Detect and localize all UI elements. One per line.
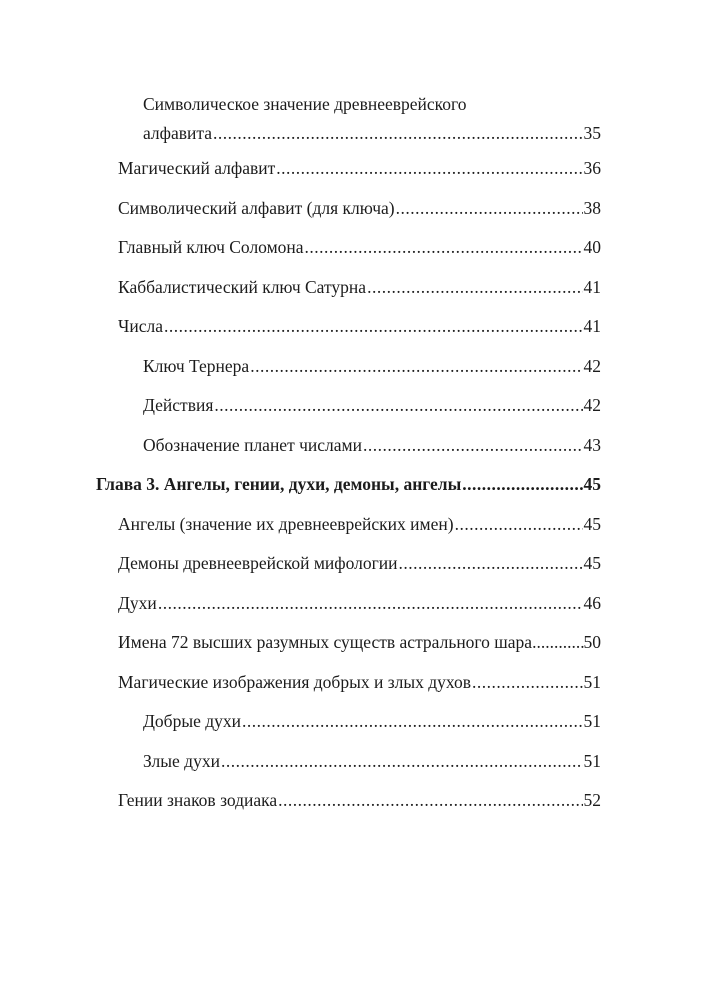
dot-leader (242, 710, 582, 732)
toc-page-number: 45 (583, 474, 601, 494)
toc-entry-solomon-key[interactable] (118, 236, 601, 258)
toc-page-number: 43 (583, 435, 601, 455)
toc-page-number: 42 (583, 395, 601, 415)
toc-entry-title: Гении знаков зодиака (118, 790, 278, 810)
toc-entry-good-spirits[interactable] (143, 710, 601, 732)
toc-entry-symbolic-alphabet[interactable] (118, 197, 601, 219)
dot-leader (305, 236, 583, 258)
dot-leader (214, 394, 582, 416)
toc-page-number: 51 (583, 751, 601, 771)
toc-entry-title: Злые духи (143, 751, 220, 771)
toc-entry-planet-numbers[interactable] (143, 434, 601, 456)
dot-leader (250, 355, 582, 377)
toc-entry-title: Демоны древнееврейской мифологии (118, 553, 398, 573)
toc-page-number: 52 (583, 790, 601, 810)
toc-entry-title: Имена 72 высших разумных существ астрального шара (118, 632, 533, 652)
dot-leader (532, 631, 583, 653)
toc-page-number: 40 (583, 237, 601, 257)
toc-entry-title: Действия (143, 395, 214, 415)
toc-chapter-3[interactable] (96, 473, 601, 495)
toc-page-number: 51 (583, 672, 601, 692)
toc-entry-title: Каббалистический ключ Сатурна (118, 277, 367, 297)
dot-leader (164, 315, 582, 337)
toc-page-number: 41 (583, 316, 601, 336)
dot-leader (363, 434, 583, 456)
toc-entry-magic-alphabet[interactable] (118, 157, 601, 179)
dot-leader (367, 276, 582, 298)
toc-page-number: 50 (583, 632, 601, 652)
toc-entry-evil-spirits[interactable] (143, 750, 601, 772)
toc-entry-title: Ключ Тернера (143, 356, 250, 376)
toc-entry-saturn-key[interactable] (118, 276, 601, 298)
toc-entry-title: Магические изображения добрых и злых духов (118, 672, 471, 692)
toc-entry-title: Числа (118, 316, 164, 336)
toc-page-number: 46 (583, 593, 601, 613)
toc-page-number: 36 (583, 158, 601, 178)
toc-entry-actions[interactable] (143, 394, 601, 416)
toc-page-number: 45 (583, 553, 601, 573)
toc-entry-title: Ангелы (значение их древнееврейских имен) (118, 514, 454, 534)
dot-leader (278, 789, 582, 811)
toc-entry-demons[interactable] (118, 552, 601, 574)
toc-entry-numbers[interactable] (118, 315, 601, 337)
toc-page-number: 51 (583, 711, 601, 731)
toc-entry-turner-key[interactable] (143, 355, 601, 377)
toc-page-number: 41 (583, 277, 601, 297)
dot-leader (158, 592, 583, 614)
dot-leader (221, 750, 583, 772)
toc-entry-spirit-images[interactable] (118, 671, 601, 693)
toc-page-number: 45 (583, 514, 601, 534)
toc-entry-title: Главный ключ Соломона (118, 237, 304, 257)
dot-leader (396, 197, 583, 219)
toc-entry-title: Духи (118, 593, 157, 613)
toc-entry-title: Магический алфавит (118, 158, 276, 178)
toc-page-number: 42 (583, 356, 601, 376)
toc-entry-zodiac-genii[interactable] (118, 789, 601, 811)
dot-leader (399, 552, 583, 574)
toc-entry-title: Обозначение планет числами (143, 435, 362, 455)
toc-entry-angels-names[interactable] (118, 513, 601, 535)
toc-entry-title: Символический алфавит (для ключа) (118, 198, 395, 218)
dot-leader (472, 671, 583, 693)
toc-entry-72-names[interactable] (118, 631, 601, 653)
toc-entry-title: Добрые духи (143, 711, 242, 731)
toc-chapter-title: Глава 3. Ангелы, гении, духи, демоны, ангелы (96, 474, 462, 494)
toc-entry-title-line1: Символическое значение древнееврейского (143, 94, 467, 114)
toc-entry-spirits[interactable] (118, 592, 601, 614)
dot-leader (462, 473, 582, 495)
toc-entry-hebrew-alphabet-symbolism[interactable] (143, 93, 601, 144)
dot-leader (276, 157, 582, 179)
dot-leader (213, 122, 582, 144)
toc-page-number: 35 (583, 123, 601, 143)
dot-leader (455, 513, 583, 535)
toc-entry-title: алфавита (143, 123, 213, 143)
toc-page-number: 38 (583, 198, 601, 218)
